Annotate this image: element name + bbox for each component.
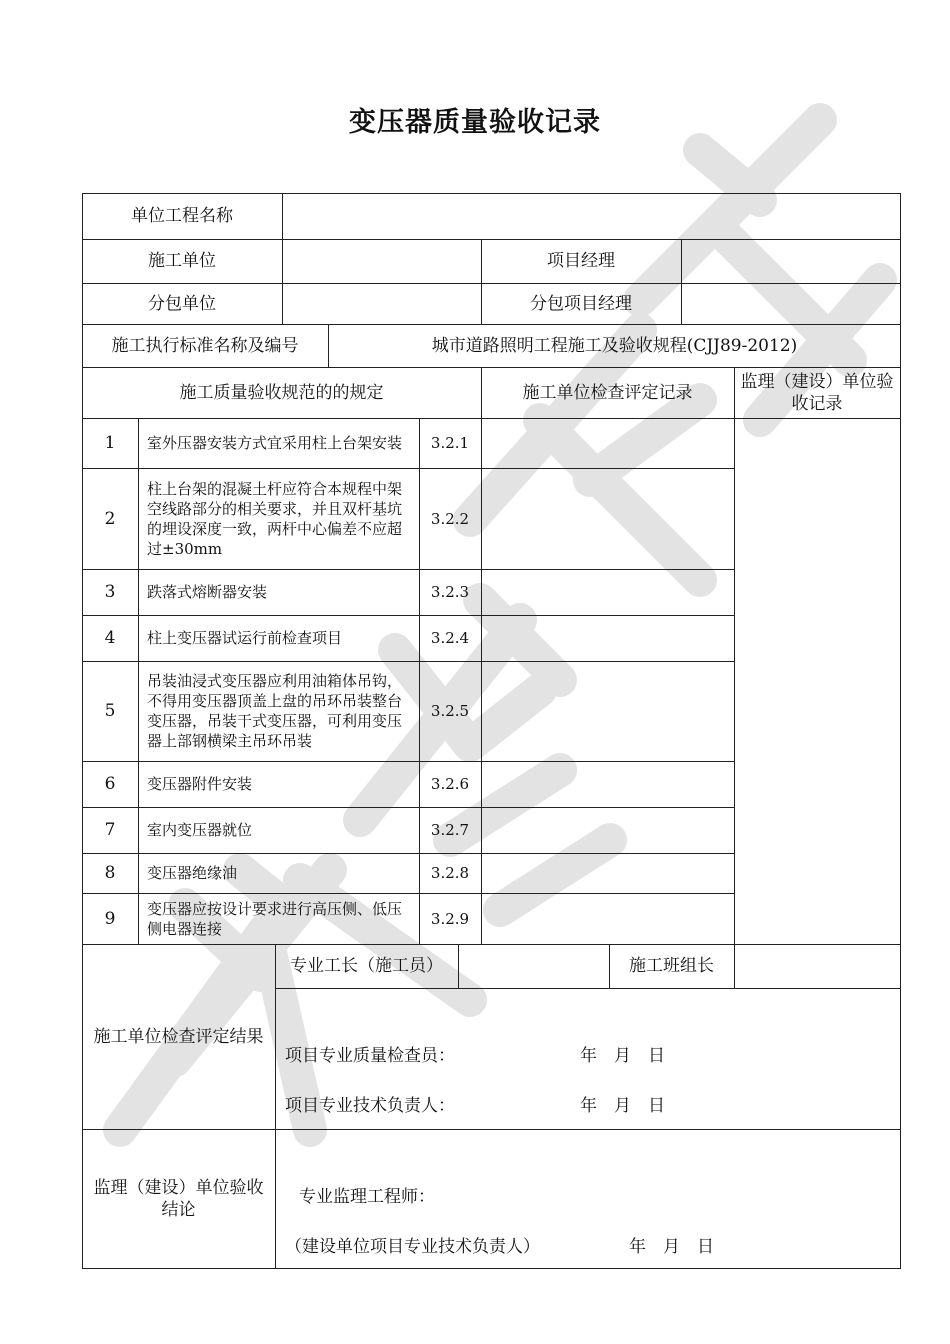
- item-text: 室外压器安装方式宜采用柱上台架安装: [147, 434, 403, 452]
- contractor-label: 施工单位: [148, 251, 216, 271]
- item-number: 2: [104, 508, 116, 529]
- owner-tech-lead-label: （建设单位项目专业技术负责人）: [285, 1237, 540, 1257]
- item-number: 9: [104, 908, 116, 929]
- item-text: 吊装油浸式变压器应利用油箱体吊钩，不得用变压器顶盖上盘的吊环吊装整台变压器，吊装干式变压器，可利用变压器上部钢横梁主吊环吊装: [147, 672, 403, 750]
- item-number: 7: [104, 820, 116, 840]
- tech-lead-date: 年 月 日: [580, 1096, 665, 1116]
- team-leader-label: 施工班组长: [629, 956, 714, 976]
- subcontractor-value[interactable]: [282, 283, 481, 324]
- item-clause: 3.2.5: [430, 702, 470, 720]
- supervising-engineer-label: 专业监理工程师：: [299, 1187, 435, 1207]
- sub-project-manager-value[interactable]: [681, 283, 901, 324]
- page-title: 变压器质量验收记录: [349, 107, 601, 138]
- unit-project-value[interactable]: [282, 193, 901, 239]
- standard-label: 施工执行标准名称及编号: [111, 335, 299, 356]
- foreman-value[interactable]: [458, 944, 609, 988]
- item-text: 柱上变压器试运行前检查项目: [147, 629, 343, 647]
- item-clause: 3.2.6: [430, 775, 470, 793]
- supervisor-date: 年 月 日: [629, 1237, 714, 1257]
- item-number: 8: [104, 863, 116, 883]
- item-number: 6: [104, 774, 116, 794]
- item-clause: 3.2.3: [430, 583, 470, 601]
- item-clause: 3.2.1: [430, 434, 470, 452]
- team-leader-value[interactable]: [734, 944, 900, 988]
- tech-lead-label: 项目专业技术负责人：: [285, 1096, 455, 1116]
- item-clause: 3.2.7: [430, 821, 470, 839]
- item-number: 5: [104, 701, 116, 721]
- contractor-value[interactable]: [282, 239, 481, 283]
- item-clause: 3.2.4: [430, 629, 470, 647]
- item-number: 3: [104, 582, 116, 602]
- item-text: 跌落式熔断器安装: [147, 583, 268, 601]
- item-text: 变压器应按设计要求进行高压侧、低压侧电器连接: [147, 899, 403, 938]
- unit-project-label: 单位工程名称: [131, 206, 233, 226]
- foreman-label: 专业工长（施工员）: [290, 956, 443, 976]
- col-spec-heading: 施工质量验收规范的的规定: [179, 382, 384, 403]
- supervisor-result-label: 监理（建设）单位验收结论: [93, 1177, 264, 1220]
- project-manager-value[interactable]: [681, 239, 901, 283]
- qc-date: 年 月 日: [580, 1046, 665, 1066]
- standard-value: 城市道路照明工程施工及验收规程(CJJ89-2012): [431, 335, 798, 356]
- sub-project-manager-label: 分包项目经理: [530, 293, 632, 314]
- item-text: 室内变压器就位: [147, 821, 253, 839]
- item-clause: 3.2.2: [430, 509, 470, 528]
- project-manager-label: 项目经理: [547, 251, 615, 271]
- item-clause: 3.2.9: [430, 909, 470, 928]
- item-clause: 3.2.8: [430, 864, 470, 882]
- item-text: 变压器附件安装: [147, 775, 253, 793]
- subcontractor-label: 分包单位: [148, 293, 216, 314]
- col-check-heading: 施工单位检查评定记录: [522, 382, 693, 403]
- col-supervisor-heading: 监理（建设）单位验收记录: [740, 371, 894, 414]
- item-text: 变压器绝缘油: [147, 864, 238, 882]
- contractor-result-label: 施工单位检查评定结果: [93, 1026, 264, 1047]
- acceptance-table: [82, 193, 901, 1268]
- qc-inspector-label: 项目专业质量检查员：: [285, 1046, 455, 1066]
- item-number: 4: [104, 628, 116, 648]
- item-text: 柱上台架的混凝土杆应符合本规程中架空线路部分的相关要求，并且双杆基坑的埋设深度一致，两杆中心偏差不应超过±30mm: [147, 479, 403, 558]
- item-number: 1: [104, 433, 116, 453]
